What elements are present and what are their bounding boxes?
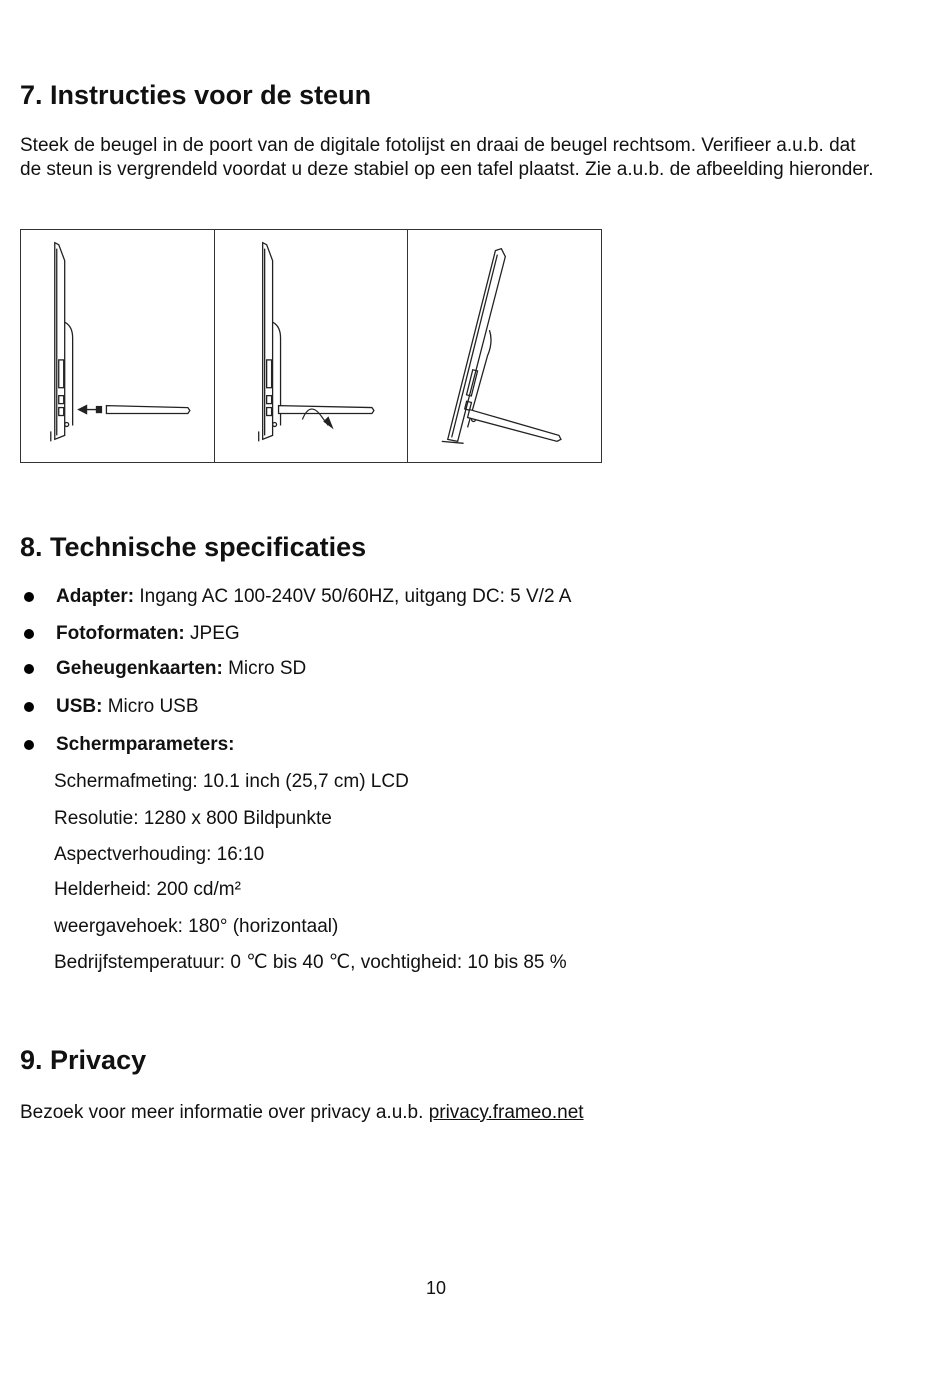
- spec-value: Micro USB: [102, 696, 199, 717]
- spec-value: Ingang AC 100-240V 50/60HZ, uitgang DC: 5 V/2 A: [134, 586, 572, 607]
- figure-panel-standing-frame: [407, 230, 601, 462]
- section-7-heading: 7. Instructies voor de steun: [20, 80, 372, 110]
- bullet-icon: [24, 740, 34, 750]
- page-number: 10: [425, 1278, 447, 1298]
- bullet-icon: [24, 592, 34, 602]
- screen-param-operating-temperature: Bedrijfstemperatuur: 0 ℃ bis 40 ℃, vochtigheid: 10 bis 85 %: [54, 952, 567, 973]
- spec-value: JPEG: [184, 623, 240, 644]
- screen-param-aspect-ratio: Aspectverhouding: 16:10: [54, 844, 265, 865]
- bullet-icon: [24, 629, 34, 639]
- section-8-heading: 8. Technische specificaties: [20, 532, 367, 562]
- section-9-heading: 9. Privacy: [20, 1045, 147, 1075]
- spec-label: Fotoformaten:: [56, 623, 185, 644]
- figure-panel-insert-stand: [21, 230, 214, 462]
- stand-instruction-figure: [20, 229, 602, 463]
- spec-value: Micro SD: [222, 658, 307, 679]
- privacy-text: Bezoek voor meer informatie over privacy a.u.b.: [20, 1102, 429, 1123]
- spec-label: Adapter:: [56, 586, 135, 607]
- screen-param-brightness: Helderheid: 200 cd/m²: [54, 879, 241, 900]
- spec-label: USB:: [56, 696, 103, 717]
- spec-label: Schermparameters:: [56, 734, 235, 755]
- screen-param-size: Schermafmeting: 10.1 inch (25,7 cm) LCD: [54, 771, 409, 792]
- screen-param-viewing-angle: weergavehoek: 180° (horizontaal): [54, 916, 339, 937]
- spec-label: Geheugenkaarten:: [56, 658, 223, 679]
- section-9-body: [20, 1101, 880, 1125]
- bullet-icon: [24, 702, 34, 712]
- bullet-icon: [24, 664, 34, 674]
- figure-panel-rotate-stand: [214, 230, 408, 462]
- section-7-body: Steek de beugel in de poort van de digitale fotolijst en draai de beugel rechtsom. Verifieer a.u.b. dat de steun is vergrendeld voordat u deze stabiel op een tafel plaatst. Zie a.u.b. de afbeelding hieronder.: [20, 135, 874, 180]
- screen-param-resolution: Resolutie: 1280 x 800 Bildpunkte: [54, 808, 332, 829]
- privacy-link[interactable]: privacy.frameo.net: [428, 1102, 584, 1123]
